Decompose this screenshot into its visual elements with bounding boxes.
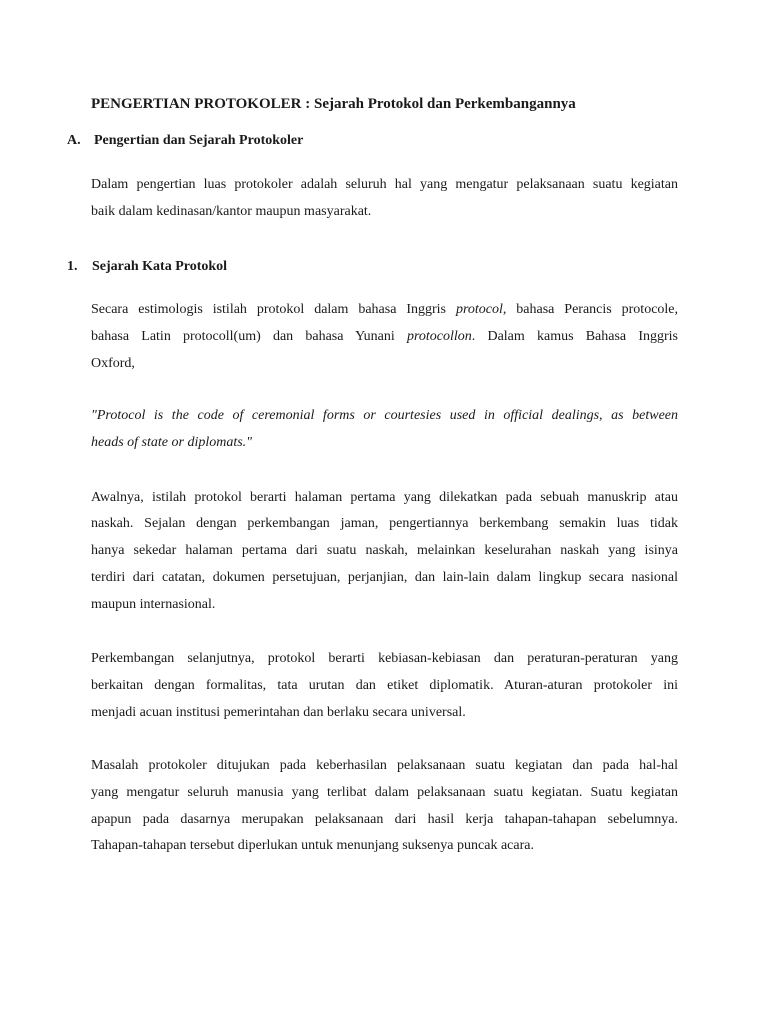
italic-term: protocol xyxy=(455,302,503,317)
paragraph-line: Perkembangan selanjutnya, protokol berarti kebiasan-kebiasan dan peraturan-peraturan yang xyxy=(91,651,678,666)
paragraph-line: yang mengatur seluruh manusia yang terlibat dalam pelaksanaan suatu kegiatan. Suatu kegiatan xyxy=(91,785,678,800)
text-span: bahasa Latin protocoll(um) dan bahasa Yunani xyxy=(91,329,395,344)
paragraph-line: Oxford, xyxy=(91,356,135,371)
paragraph-line: Awalnya, istilah protokol berarti halaman pertama yang dilekatkan pada sebuah manuskrip atau xyxy=(91,490,678,505)
paragraph-line: Dalam pengertian luas protokoler adalah seluruh hal yang mengatur pelaksanaan suatu kegiatan xyxy=(91,177,678,192)
paragraph-line: apapun pada dasarnya merupakan pelaksanaan dari hasil kerja tahapan-tahapan sebelumnya. xyxy=(91,812,678,827)
paragraph-line xyxy=(91,328,678,346)
paragraph-line: menjadi acuan institusi pemerintahan dan berlaku secara universal. xyxy=(91,705,466,720)
italic-term: protocollon xyxy=(406,329,472,344)
text-span: , bahasa Perancis protocole, xyxy=(502,302,679,317)
quote-line: heads of state or diplomats." xyxy=(91,435,253,450)
paragraph-line: baik dalam kedinasan/kantor maupun masyarakat. xyxy=(91,204,372,219)
paragraph-line: maupun internasional. xyxy=(91,597,216,612)
section-a-heading: Pengertian dan Sejarah Protokoler xyxy=(94,133,304,148)
paragraph-line: Masalah protokoler ditujukan pada keberhasilan pelaksanaan suatu kegiatan dan pada hal-hal xyxy=(91,758,678,773)
paragraph-line xyxy=(91,301,678,319)
paragraph-line: naskah. Sejalan dengan perkembangan jaman, pengertiannya berkembang semakin luas tidak xyxy=(91,516,678,531)
text-span: . Dalam kamus Bahasa Inggris xyxy=(471,329,678,344)
section-a-marker: A. xyxy=(67,133,81,148)
text-span: Secara estimologis istilah protokol dalam bahasa Inggris xyxy=(91,302,447,317)
section-1-marker: 1. xyxy=(67,259,78,274)
paragraph-line: berkaitan dengan formalitas, tata urutan dan etiket diplomatik. Aturan-aturan protokoler ini xyxy=(91,678,678,693)
document-title: PENGERTIAN PROTOKOLER : Sejarah Protokol dan Perkembangannya xyxy=(91,96,576,112)
section-1-heading: Sejarah Kata Protokol xyxy=(92,259,228,274)
quote-line: "Protocol is the code of ceremonial forms or courtesies used in official dealings, as between xyxy=(91,408,678,423)
paragraph-line: Tahapan-tahapan tersebut diperlukan untuk menunjang suksenya puncak acara. xyxy=(91,838,534,853)
paragraph-line: hanya sekedar halaman pertama dari suatu naskah, melainkan keselurahan naskah yang isinya xyxy=(91,543,678,558)
paragraph-line: terdiri dari catatan, dokumen persetujuan, perjanjian, dan lain-lain dalam lingkup secara nasional xyxy=(91,570,678,585)
